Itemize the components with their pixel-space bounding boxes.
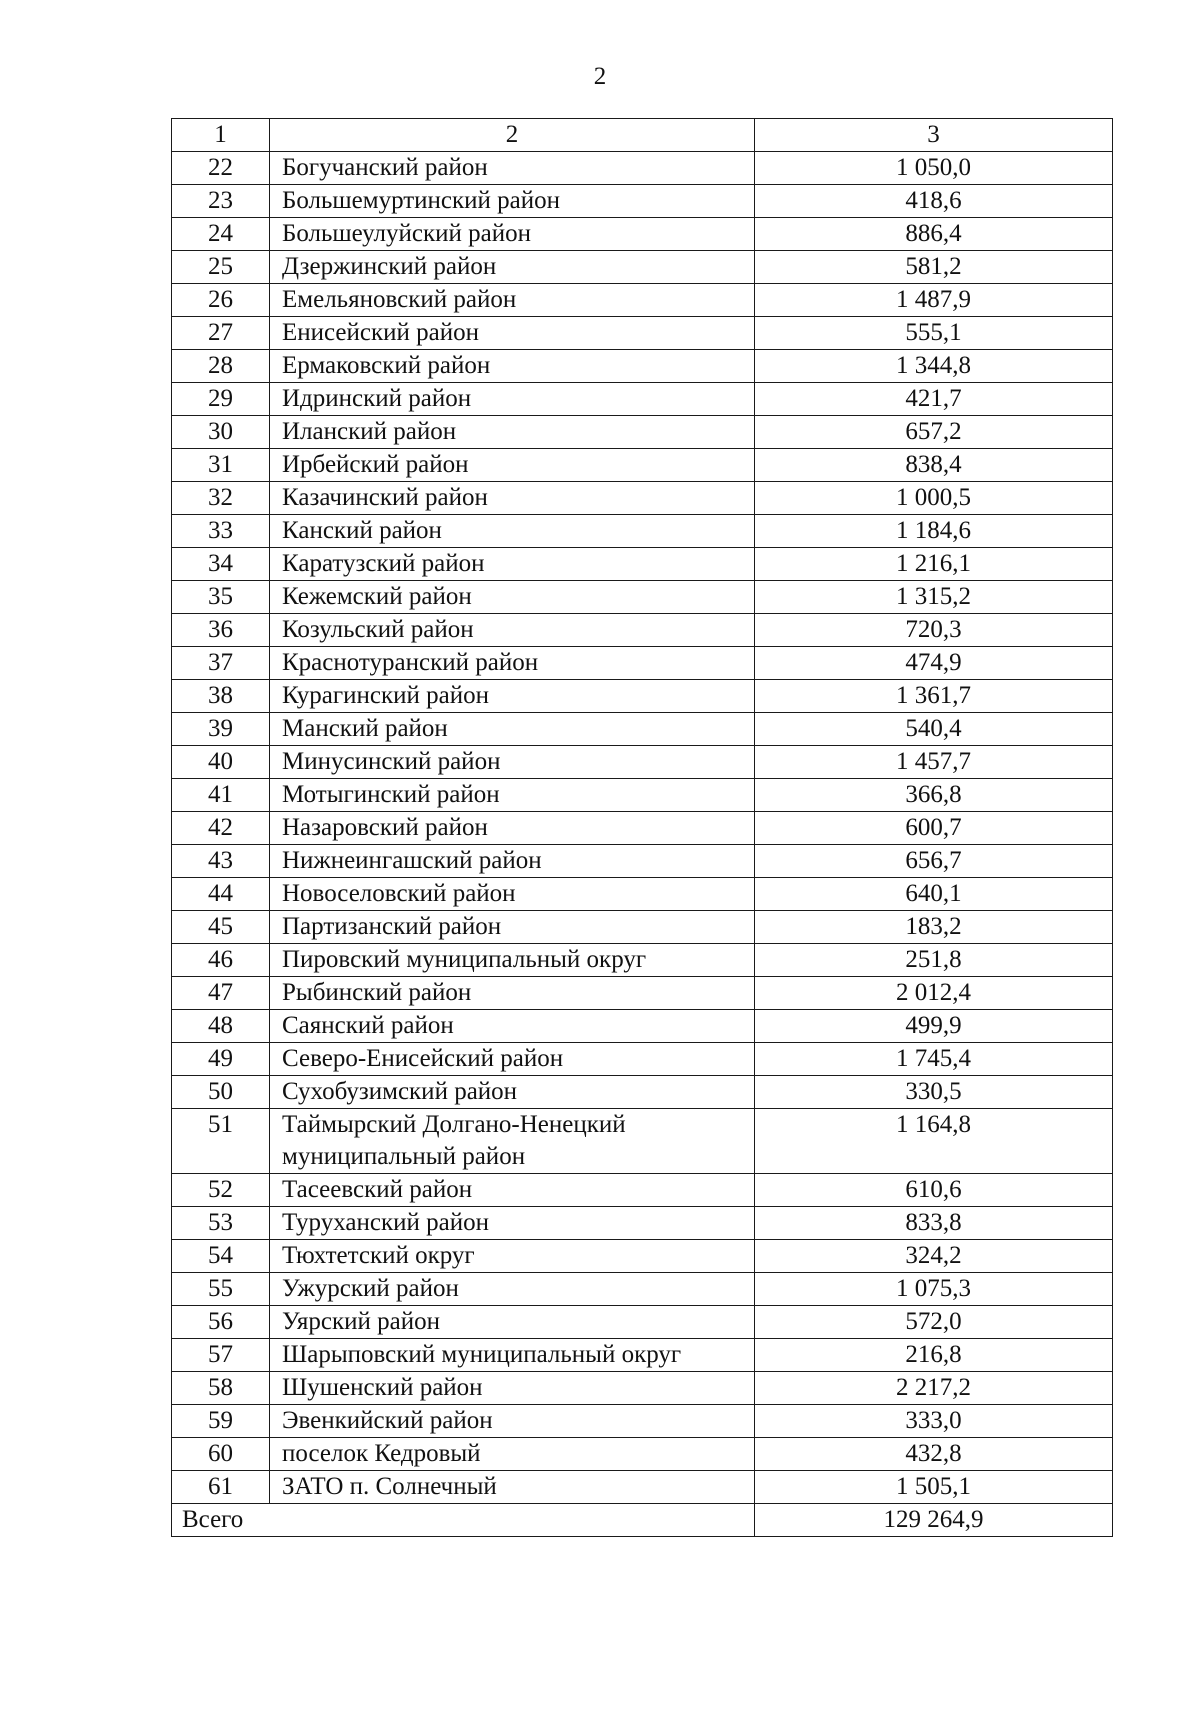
row-name-cell: Енисейский район [270, 317, 755, 350]
row-name-cell: Минусинский район [270, 746, 755, 779]
row-name-cell: Нижнеингашский район [270, 845, 755, 878]
table-row [172, 284, 1113, 317]
row-number-cell: 36 [172, 614, 270, 647]
row-value-cell: 610,6 [755, 1174, 1113, 1207]
table-row [172, 350, 1113, 383]
row-value-cell: 656,7 [755, 845, 1113, 878]
row-value-cell: 1 050,0 [755, 152, 1113, 185]
row-value-cell: 330,5 [755, 1076, 1113, 1109]
row-number-cell: 26 [172, 284, 270, 317]
row-number-cell: 57 [172, 1339, 270, 1372]
page-number: 2 [593, 63, 607, 90]
row-name-cell: Уярский район [270, 1306, 755, 1339]
row-name-cell: Каратузский район [270, 548, 755, 581]
row-name-cell: Пировский муниципальный округ [270, 944, 755, 977]
table-row [172, 812, 1113, 845]
row-name-cell: Мотыгинский район [270, 779, 755, 812]
row-number-cell: 44 [172, 878, 270, 911]
row-number-cell: 52 [172, 1174, 270, 1207]
header-cell-number: 1 [172, 119, 270, 152]
row-name-cell: Таймырский Долгано-Ненецкий муниципальный район [270, 1109, 755, 1174]
row-name-cell: Ермаковский район [270, 350, 755, 383]
table-row [172, 1174, 1113, 1207]
row-number-cell: 49 [172, 1043, 270, 1076]
row-name-cell: Шарыповский муниципальный округ [270, 1339, 755, 1372]
row-value-cell: 1 184,6 [755, 515, 1113, 548]
header-cell-name: 2 [270, 119, 755, 152]
table-row [172, 911, 1113, 944]
table-row [172, 317, 1113, 350]
total-value: 129 264,9 [755, 1504, 1113, 1537]
row-name-cell: Курагинский район [270, 680, 755, 713]
row-value-cell: 886,4 [755, 218, 1113, 251]
row-name-cell: Казачинский район [270, 482, 755, 515]
row-value-cell: 474,9 [755, 647, 1113, 680]
table-row [172, 1405, 1113, 1438]
row-name-cell: Рыбинский район [270, 977, 755, 1010]
row-value-cell: 600,7 [755, 812, 1113, 845]
row-number-cell: 32 [172, 482, 270, 515]
row-name-cell: Большеулуйский район [270, 218, 755, 251]
row-name-cell: Шушенский район [270, 1372, 755, 1405]
row-value-cell: 418,6 [755, 185, 1113, 218]
row-name-cell: Назаровский район [270, 812, 755, 845]
row-value-cell: 251,8 [755, 944, 1113, 977]
row-name-cell: Новоселовский район [270, 878, 755, 911]
row-number-cell: 29 [172, 383, 270, 416]
table-row [172, 878, 1113, 911]
row-value-cell: 2 012,4 [755, 977, 1113, 1010]
row-number-cell: 46 [172, 944, 270, 977]
table-row [172, 251, 1113, 284]
header-cell-value: 3 [755, 119, 1113, 152]
row-name-cell: Иланский район [270, 416, 755, 449]
row-number-cell: 37 [172, 647, 270, 680]
row-name-cell: Тюхтетский округ [270, 1240, 755, 1273]
row-value-cell: 1 315,2 [755, 581, 1113, 614]
row-name-cell: Большемуртинский район [270, 185, 755, 218]
row-number-cell: 30 [172, 416, 270, 449]
row-number-cell: 23 [172, 185, 270, 218]
row-number-cell: 39 [172, 713, 270, 746]
row-number-cell: 25 [172, 251, 270, 284]
row-value-cell: 1 344,8 [755, 350, 1113, 383]
row-value-cell: 657,2 [755, 416, 1113, 449]
row-number-cell: 28 [172, 350, 270, 383]
row-value-cell: 720,3 [755, 614, 1113, 647]
table-row [172, 944, 1113, 977]
row-number-cell: 35 [172, 581, 270, 614]
row-name-cell: Туруханский район [270, 1207, 755, 1240]
row-value-cell: 324,2 [755, 1240, 1113, 1273]
row-number-cell: 34 [172, 548, 270, 581]
row-value-cell: 555,1 [755, 317, 1113, 350]
table-row [172, 1109, 1113, 1174]
row-value-cell: 216,8 [755, 1339, 1113, 1372]
row-value-cell: 333,0 [755, 1405, 1113, 1438]
total-row [172, 1504, 1113, 1537]
row-number-cell: 33 [172, 515, 270, 548]
row-number-cell: 60 [172, 1438, 270, 1471]
table-row [172, 548, 1113, 581]
table-row [172, 383, 1113, 416]
row-number-cell: 51 [172, 1109, 270, 1174]
row-name-cell: Дзержинский район [270, 251, 755, 284]
row-value-cell: 1 000,5 [755, 482, 1113, 515]
row-value-cell: 1 505,1 [755, 1471, 1113, 1504]
row-value-cell: 432,8 [755, 1438, 1113, 1471]
row-number-cell: 24 [172, 218, 270, 251]
row-name-cell: Ирбейский район [270, 449, 755, 482]
table-row [172, 515, 1113, 548]
table-row [172, 779, 1113, 812]
row-value-cell: 366,8 [755, 779, 1113, 812]
table-row [172, 1240, 1113, 1273]
row-number-cell: 27 [172, 317, 270, 350]
row-value-cell: 833,8 [755, 1207, 1113, 1240]
row-number-cell: 31 [172, 449, 270, 482]
table-row [172, 482, 1113, 515]
table-row [172, 1207, 1113, 1240]
row-name-cell: Идринский район [270, 383, 755, 416]
table-row [172, 1076, 1113, 1109]
table-row [172, 218, 1113, 251]
row-number-cell: 43 [172, 845, 270, 878]
row-value-cell: 1 487,9 [755, 284, 1113, 317]
table-row [172, 581, 1113, 614]
row-name-cell: Богучанский район [270, 152, 755, 185]
row-number-cell: 56 [172, 1306, 270, 1339]
table-row [172, 416, 1113, 449]
row-value-cell: 1 216,1 [755, 548, 1113, 581]
row-value-cell: 572,0 [755, 1306, 1113, 1339]
row-value-cell: 1 164,8 [755, 1109, 1113, 1174]
table-row [172, 449, 1113, 482]
row-value-cell: 1 361,7 [755, 680, 1113, 713]
row-name-cell: Кежемский район [270, 581, 755, 614]
table-row [172, 680, 1113, 713]
row-name-cell: Ужурский район [270, 1273, 755, 1306]
row-number-cell: 22 [172, 152, 270, 185]
table-row [172, 845, 1113, 878]
table-body [172, 119, 1113, 1537]
row-number-cell: 54 [172, 1240, 270, 1273]
row-number-cell: 58 [172, 1372, 270, 1405]
row-value-cell: 1 457,7 [755, 746, 1113, 779]
row-value-cell: 1 075,3 [755, 1273, 1113, 1306]
table-row [172, 1339, 1113, 1372]
row-value-cell: 581,2 [755, 251, 1113, 284]
row-name-cell: Тасеевский район [270, 1174, 755, 1207]
table-row [172, 1306, 1113, 1339]
row-name-cell: Канский район [270, 515, 755, 548]
row-number-cell: 41 [172, 779, 270, 812]
table-row [172, 185, 1113, 218]
table-row [172, 746, 1113, 779]
row-value-cell: 421,7 [755, 383, 1113, 416]
table-row [172, 1010, 1113, 1043]
row-name-cell: ЗАТО п. Солнечный [270, 1471, 755, 1504]
row-name-cell: Саянский район [270, 1010, 755, 1043]
table-row [172, 1471, 1113, 1504]
table-row [172, 152, 1113, 185]
row-name-cell: Манский район [270, 713, 755, 746]
row-name-cell: Емельяновский район [270, 284, 755, 317]
row-name-cell: Северо-Енисейский район [270, 1043, 755, 1076]
row-name-cell: поселок Кедровый [270, 1438, 755, 1471]
row-value-cell: 640,1 [755, 878, 1113, 911]
table-row [172, 647, 1113, 680]
row-name-cell: Козульский район [270, 614, 755, 647]
total-label: Всего [172, 1504, 755, 1537]
table-header-row [172, 119, 1113, 152]
row-number-cell: 53 [172, 1207, 270, 1240]
row-value-cell: 838,4 [755, 449, 1113, 482]
row-name-cell: Эвенкийский район [270, 1405, 755, 1438]
row-name-cell: Сухобузимский район [270, 1076, 755, 1109]
row-value-cell: 499,9 [755, 1010, 1113, 1043]
table-row [172, 614, 1113, 647]
row-number-cell: 40 [172, 746, 270, 779]
row-value-cell: 2 217,2 [755, 1372, 1113, 1405]
row-number-cell: 59 [172, 1405, 270, 1438]
data-table [171, 118, 1113, 1537]
row-name-cell: Партизанский район [270, 911, 755, 944]
row-name-cell: Краснотуранский район [270, 647, 755, 680]
row-number-cell: 47 [172, 977, 270, 1010]
row-number-cell: 45 [172, 911, 270, 944]
table-row [172, 713, 1113, 746]
table-row [172, 1043, 1113, 1076]
row-number-cell: 38 [172, 680, 270, 713]
row-value-cell: 183,2 [755, 911, 1113, 944]
table-row [172, 1438, 1113, 1471]
table-row [172, 1273, 1113, 1306]
row-number-cell: 50 [172, 1076, 270, 1109]
row-number-cell: 42 [172, 812, 270, 845]
row-number-cell: 48 [172, 1010, 270, 1043]
row-value-cell: 540,4 [755, 713, 1113, 746]
row-number-cell: 55 [172, 1273, 270, 1306]
table-row [172, 1372, 1113, 1405]
row-number-cell: 61 [172, 1471, 270, 1504]
table-row [172, 977, 1113, 1010]
row-value-cell: 1 745,4 [755, 1043, 1113, 1076]
